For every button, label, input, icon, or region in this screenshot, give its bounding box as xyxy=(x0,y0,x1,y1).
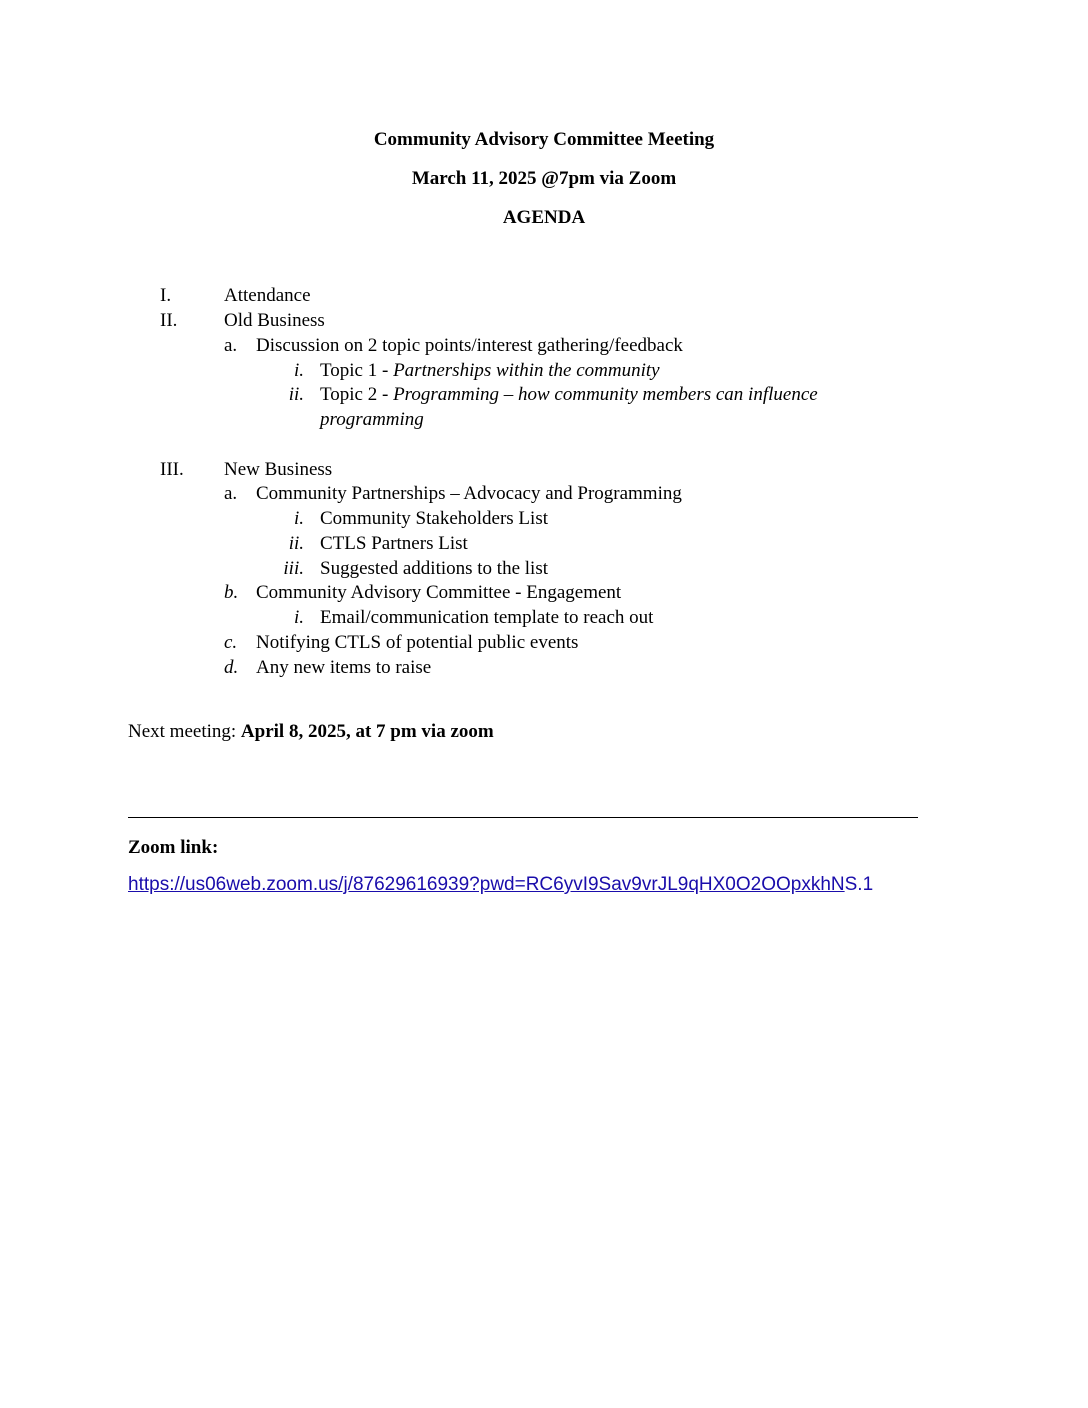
subitem-engagement: Community Advisory Committee - Engagement xyxy=(256,582,622,603)
meeting-date: March 11, 2025 @7pm via Zoom xyxy=(411,168,677,189)
subsubitem-ctls-partners-list: CTLS Partners List xyxy=(320,533,468,554)
agenda-heading: AGENDA xyxy=(502,207,586,228)
subsubitem-number: ii. xyxy=(288,384,304,405)
subitem-discussion: Discussion on 2 topic points/interest gathering/feedback xyxy=(256,335,683,356)
next-meeting xyxy=(128,720,494,744)
subsubitem-number: i. xyxy=(293,360,304,381)
subsubitem-topic-2-continued: programming xyxy=(320,409,424,430)
meeting-title: Community Advisory Committee Meeting xyxy=(373,129,715,150)
subitem-letter: c. xyxy=(224,632,238,653)
item-number: I. xyxy=(160,285,172,306)
subsubitem-number: iii. xyxy=(283,558,304,579)
subitem-community-partnerships: Community Partnerships – Advocacy and Programming xyxy=(256,483,682,504)
subsubitem-stakeholders-list: Community Stakeholders List xyxy=(320,508,548,529)
subitem-letter: d. xyxy=(224,657,239,678)
item-number: III. xyxy=(160,459,184,480)
subsubitem-number: i. xyxy=(293,607,304,628)
subitem-letter: a. xyxy=(224,335,238,356)
subsubitem-email-template: Email/communication template to reach out xyxy=(320,607,654,628)
item-old-business: Old Business xyxy=(224,310,325,331)
zoom-url-link[interactable]: https://us06web.zoom.us/j/87629616939?pwd=RC6yvI9Sav9vrJL9qHX0O2OOpxkhN xyxy=(128,874,845,895)
subsubitem-number: i. xyxy=(293,508,304,529)
item-number: II. xyxy=(160,310,178,331)
item-attendance: Attendance xyxy=(224,285,311,306)
subsubitem-suggested-additions: Suggested additions to the list xyxy=(320,558,548,579)
horizontal-rule xyxy=(128,817,918,818)
item-new-business: New Business xyxy=(224,459,333,480)
subitem-notifying-ctls: Notifying CTLS of potential public events xyxy=(256,632,579,653)
subsubitem-number: ii. xyxy=(288,533,304,554)
next-meeting-label: Next meeting: xyxy=(128,721,241,742)
zoom-link xyxy=(128,874,873,896)
zoom-link-label: Zoom link: xyxy=(128,837,219,858)
subsubitem-topic-2: Topic 2 - Programming – how community members can influence xyxy=(320,384,818,405)
subitem-new-items: Any new items to raise xyxy=(256,657,432,678)
next-meeting-date: April 8, 2025, at 7 pm via zoom xyxy=(240,721,494,742)
subitem-letter: a. xyxy=(224,483,238,504)
subsubitem-topic-1: Topic 1 - Partnerships within the community xyxy=(320,360,660,381)
zoom-url-tail: S.1 xyxy=(844,874,874,895)
subitem-letter: b. xyxy=(224,582,239,603)
